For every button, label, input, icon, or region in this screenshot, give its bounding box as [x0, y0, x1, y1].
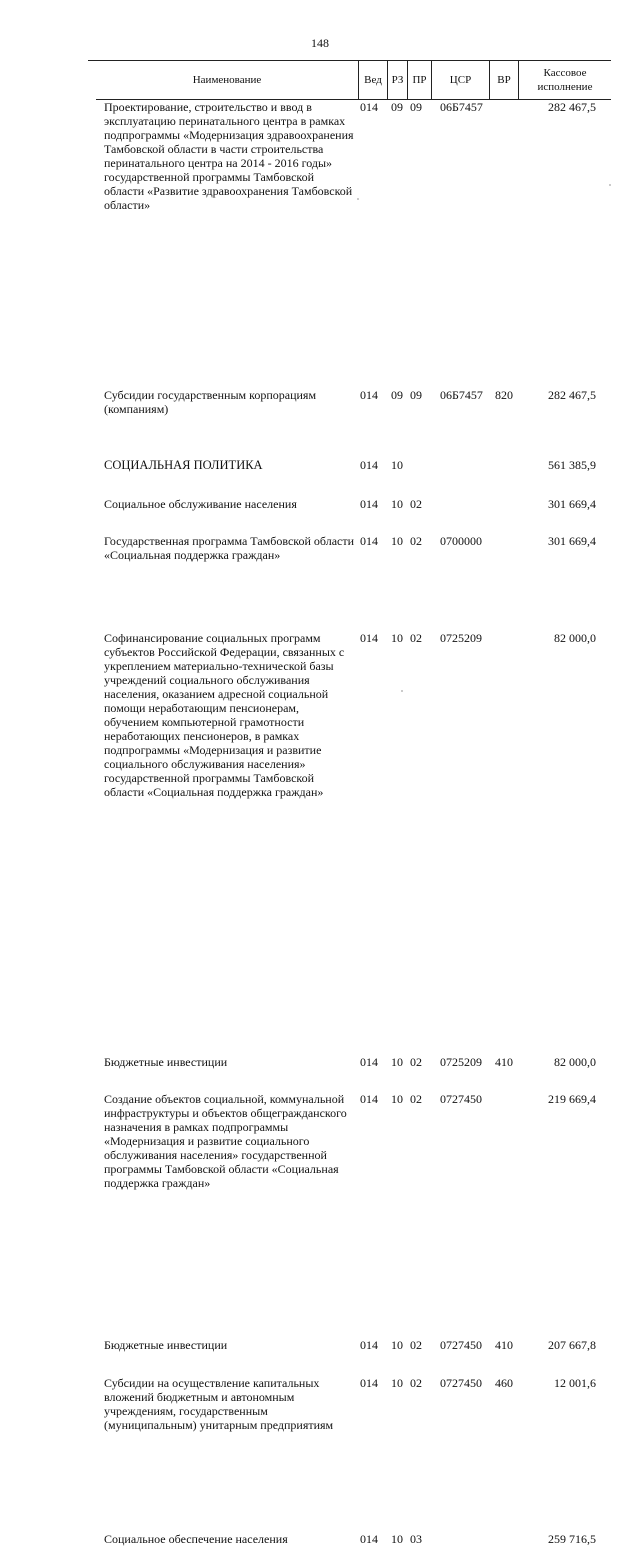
row-pr: 02 [410, 1055, 422, 1069]
row-amount: 301 669,4 [548, 497, 596, 511]
row-ved: 014 [360, 631, 378, 645]
row-ved: 014 [360, 1338, 378, 1352]
row-ved: 014 [360, 497, 378, 511]
row-rz: 10 [391, 1532, 403, 1546]
row-pr: 02 [410, 1338, 422, 1352]
table-row [0, 1532, 640, 1550]
row-name: Создание объектов социальной, коммунальной инфраструктуры и объектов общегражданского назначения в рамках подпрограммы «Модернизация и развитие социального обслуживания населения» государственной программы Тамбовской области «Социальная поддержка граждан» [104, 1092, 347, 1190]
row-name: Социальное обслуживание населения [104, 497, 297, 511]
row-pr: 02 [410, 534, 422, 548]
row-amount: 561 385,9 [548, 458, 596, 472]
table-row [0, 1338, 640, 1356]
row-csr: 0727450 [440, 1376, 482, 1390]
row-csr: 0725209 [440, 631, 482, 645]
header-name: Наименование [192, 74, 262, 86]
table-row [0, 100, 640, 246]
row-name: Субсидии государственным корпорациям (компаниям) [104, 388, 317, 416]
row-name: СОЦИАЛЬНАЯ ПОЛИТИКА [104, 458, 263, 472]
row-pr: 09 [410, 388, 422, 402]
row-rz: 10 [391, 1092, 403, 1106]
header-execution-line2: исполнение [537, 81, 593, 93]
row-vr: 410 [495, 1055, 513, 1069]
header-ved: Вед [358, 61, 387, 99]
table-row [0, 458, 640, 478]
table-row [0, 388, 640, 424]
scan-speck [609, 184, 611, 186]
row-amount: 82 000,0 [554, 1055, 596, 1069]
row-pr: 02 [410, 497, 422, 511]
table-row [0, 497, 640, 515]
row-ved: 014 [360, 1055, 378, 1069]
scan-speck [357, 198, 359, 200]
header-execution [518, 61, 611, 99]
scan-speck [401, 690, 403, 692]
row-csr: 0725209 [440, 1055, 482, 1069]
row-ved: 014 [360, 388, 378, 402]
row-name: Проектирование, строительство и ввод в эксплуатацию перинатального центра в рамках подпрограммы «Модернизация здравоохранения Тамбовской области в части строительства перинатального центра на 2014 - 2016 годы» государственной программы Тамбовской области «Развитие здравоохранения Тамбовской области» [104, 100, 354, 212]
row-ved: 014 [360, 458, 378, 472]
table-row [0, 1055, 640, 1073]
header-execution-line1: Кассовое [543, 67, 587, 79]
table-row [0, 534, 640, 582]
row-csr: 06Б7457 [440, 100, 483, 114]
header-csr: ЦСР [431, 61, 489, 99]
header-vr: ВР [489, 61, 518, 99]
table-row [0, 631, 640, 843]
row-vr: 410 [495, 1338, 513, 1352]
row-rz: 10 [391, 631, 403, 645]
row-rz: 10 [391, 534, 403, 548]
row-csr: 0700000 [440, 534, 482, 548]
row-name: Бюджетные инвестиции [104, 1338, 228, 1352]
row-amount: 12 001,6 [554, 1376, 596, 1390]
header-rz: РЗ [387, 61, 407, 99]
row-name: Социальное обеспечение населения [104, 1532, 288, 1546]
page-number: 148 [311, 36, 329, 50]
row-rz: 10 [391, 1055, 403, 1069]
row-ved: 014 [360, 534, 378, 548]
row-rz: 10 [391, 497, 403, 511]
table-row [0, 1092, 640, 1214]
row-ved: 014 [360, 1092, 378, 1106]
row-csr: 0727450 [440, 1338, 482, 1352]
row-csr: 0727450 [440, 1092, 482, 1106]
row-pr: 03 [410, 1532, 422, 1546]
row-amount: 301 669,4 [548, 534, 596, 548]
row-name: Государственная программа Тамбовской области «Социальная поддержка граждан» [104, 534, 355, 562]
row-amount: 219 669,4 [548, 1092, 596, 1106]
row-amount: 207 667,8 [548, 1338, 596, 1352]
table-body [0, 100, 640, 1546]
row-amount: 259 716,5 [548, 1532, 596, 1546]
row-csr: 06Б7457 [440, 388, 483, 402]
row-pr: 02 [410, 1376, 422, 1390]
row-rz: 09 [391, 100, 403, 114]
row-ved: 014 [360, 100, 378, 114]
row-amount: 282 467,5 [548, 100, 596, 114]
row-pr: 02 [410, 1092, 422, 1106]
row-pr: 09 [410, 100, 422, 114]
row-name: Субсидии на осуществление капитальных вложений бюджетным и автономным учреждениям, государственным (муниципальным) унитарным предприятиям [104, 1376, 334, 1432]
row-rz: 10 [391, 1376, 403, 1390]
row-vr: 820 [495, 388, 513, 402]
row-rz: 10 [391, 458, 403, 472]
row-amount: 282 467,5 [548, 388, 596, 402]
row-rz: 10 [391, 1338, 403, 1352]
table-header [96, 60, 611, 100]
row-vr: 460 [495, 1376, 513, 1390]
row-ved: 014 [360, 1532, 378, 1546]
row-name: Софинансирование социальных программ субъектов Российской Федерации, связанных с укреплением материально-технической базы учреждений социального обслуживания населения, оказанием адресной социальной помощи неработающим пенсионерам, обучением компьютерной грамотности неработающих пенсионеров, в рамках подпрограммы «Модернизация и развитие социального обслуживания населения» государственной программы Тамбовской области «Социальная поддержка граждан» [104, 631, 345, 799]
header-left-mark [88, 60, 96, 61]
header-pr: ПР [407, 61, 431, 99]
row-name: Бюджетные инвестиции [104, 1055, 228, 1069]
row-amount: 82 000,0 [554, 631, 596, 645]
row-pr: 02 [410, 631, 422, 645]
row-rz: 09 [391, 388, 403, 402]
row-ved: 014 [360, 1376, 378, 1390]
table-row [0, 1376, 640, 1452]
